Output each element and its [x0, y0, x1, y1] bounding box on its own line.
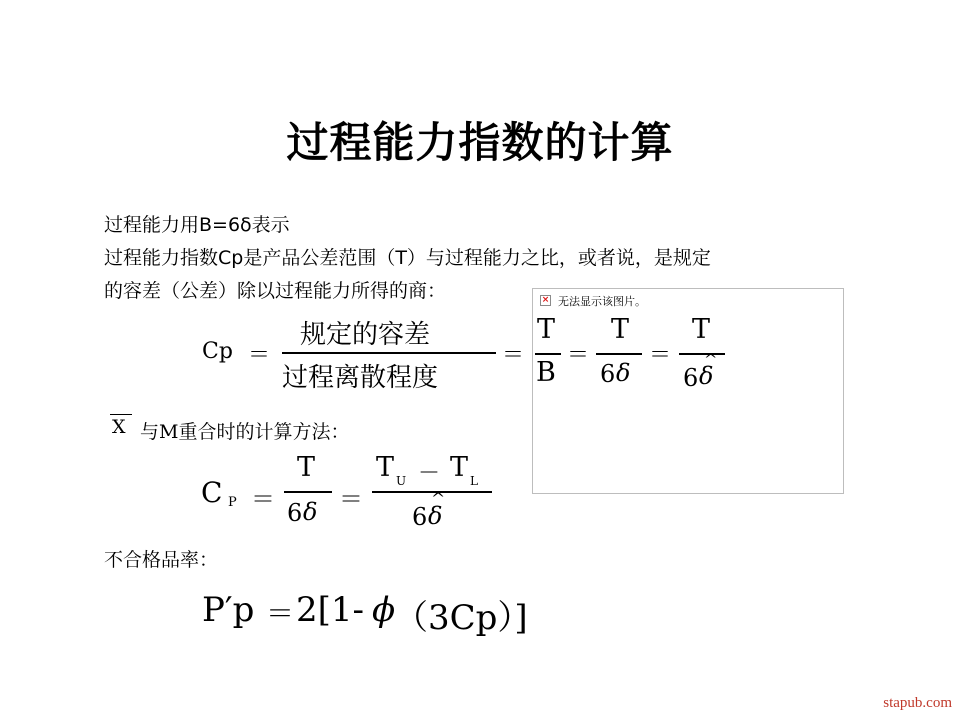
formula1-denominator: 过程离散程度 [282, 363, 439, 393]
site-watermark: stapub.com [883, 695, 952, 711]
formula1b-frac3-num: T [692, 314, 711, 345]
xbar-symbol: X [112, 416, 126, 438]
formula2-num-tu: T [376, 452, 395, 483]
text-line-1: 过程能力用B=6δ表示 [104, 214, 290, 236]
formula2-lhs: C [201, 476, 223, 509]
page-title: 过程能力指数的计算 [286, 118, 674, 167]
formula2-frac2-den-6: 6 [412, 503, 428, 531]
broken-image-icon: × [541, 295, 550, 305]
formula1b-frac3-den-delta: δ [699, 362, 714, 390]
formula1b-frac2-den-delta: δ [616, 359, 631, 387]
formula2-equals-2: ＝ [339, 485, 363, 513]
formula1b-frac3-bar [679, 353, 725, 355]
formula1b-equals-1: ＝ [502, 343, 525, 368]
formula1-fraction-bar [282, 352, 496, 354]
formula2-frac1-den-6: 6 [287, 499, 303, 527]
formula1b-frac2-den-6: 6 [600, 360, 616, 388]
formula1b-frac1-num: T [537, 314, 556, 345]
formula1-numerator: 规定的容差 [300, 320, 431, 350]
formula3-rhs-a: 2[1- [296, 590, 365, 630]
formula2-num-tu-sub: U [396, 474, 407, 488]
formula3-phi: ϕ [372, 590, 396, 630]
text-line-2: 过程能力指数Cp是产品公差范围（T）与过程能力之比，或者说，是规定 [104, 247, 711, 269]
formula1b-frac1-den: B [536, 357, 556, 388]
formula3-lhs: P′p [202, 590, 255, 630]
formula1b-frac3-den-6: 6 [683, 364, 699, 392]
formula3-rhs-b: （3Cp）] [394, 598, 528, 638]
formula2-frac2-den-delta: δ [428, 502, 443, 530]
formula2-num-minus: － [418, 461, 441, 486]
text-line-3: 的容差（公差）除以过程能力所得的商： [104, 280, 447, 302]
formula2-frac1-bar [284, 491, 332, 493]
broken-image-message: 无法显示该图片。 [558, 295, 646, 308]
formula2-frac1-num: T [297, 452, 316, 483]
xbar-label: 与M重合时的计算方法： [140, 421, 350, 443]
defect-rate-label: 不合格品率： [104, 549, 219, 571]
formula2-frac1-den-delta: δ [303, 498, 318, 526]
formula2-lhs-sub: P [228, 495, 237, 510]
formula2-num-tl: T [450, 452, 469, 483]
formula1b-equals-2: ＝ [567, 343, 590, 368]
formula2-num-tl-sub: L [470, 474, 478, 488]
formula2-frac2-hat: ^ [431, 489, 446, 509]
formula1b-frac2-num: T [611, 314, 630, 345]
formula1-equals: ＝ [248, 343, 271, 368]
formula1b-frac2-bar [596, 353, 642, 355]
formula1b-equals-3: ＝ [649, 343, 672, 368]
formula2-equals-1: ＝ [251, 485, 275, 513]
formula1-lhs: Cp [202, 339, 233, 364]
formula1b-frac3-hat: ^ [704, 350, 718, 369]
formula1b-frac1-bar [535, 353, 561, 355]
formula3-equals: ＝ [266, 597, 295, 630]
